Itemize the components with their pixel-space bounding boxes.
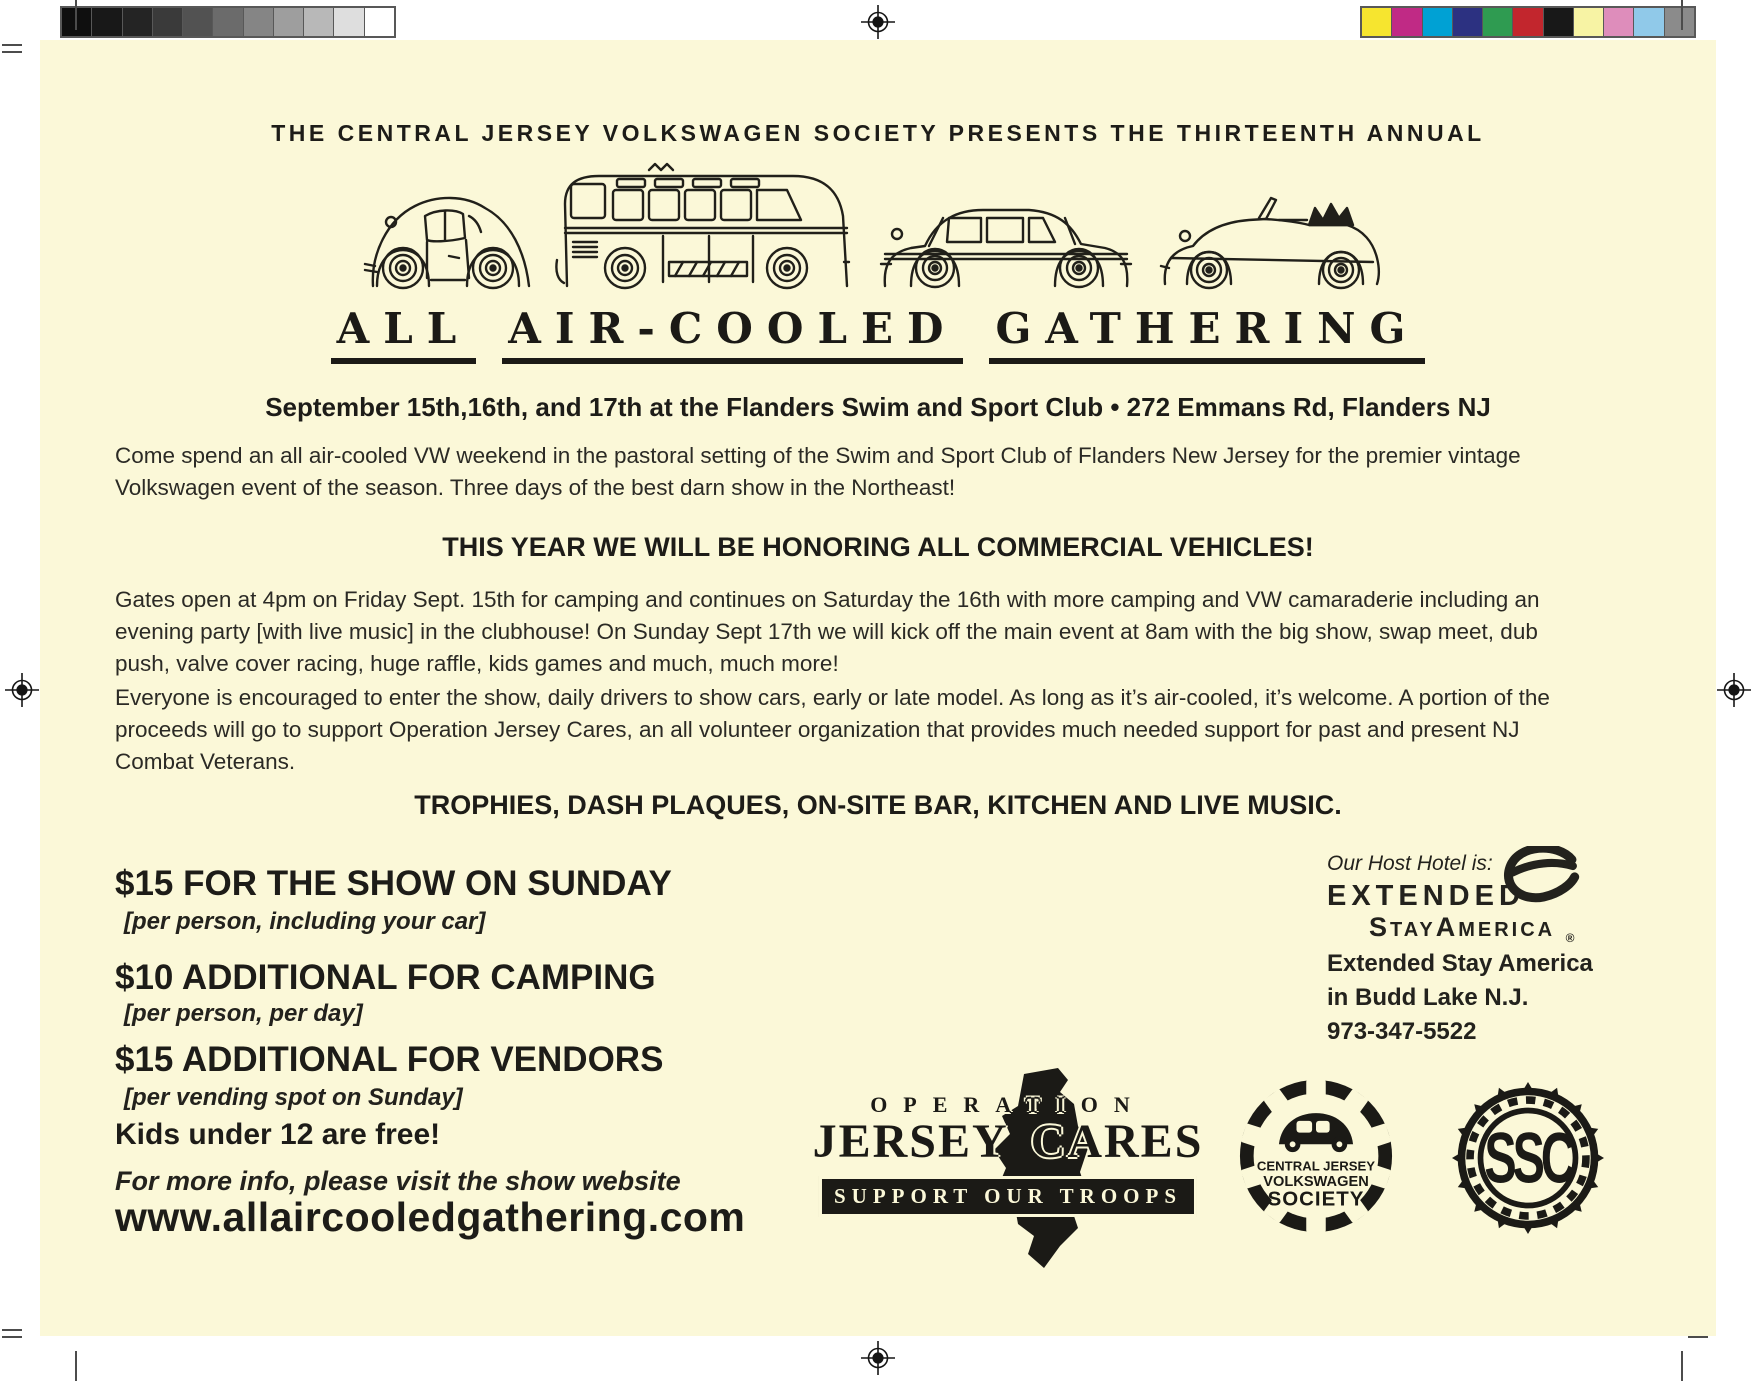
esa-wordmark-extended: EXTENDED bbox=[1327, 880, 1525, 912]
calibration-swatch bbox=[244, 8, 274, 36]
price-vendors-note: [per vending spot on Sunday] bbox=[124, 1084, 463, 1111]
crop-mark bbox=[2, 44, 22, 46]
calibration-swatch bbox=[123, 8, 153, 36]
cjvws-line1: CENTRAL JERSEY bbox=[1256, 1158, 1376, 1174]
title-word-aircooled: AIR-COOLED bbox=[502, 304, 963, 364]
ojc-word-operation: OPERATION bbox=[870, 1092, 1146, 1117]
extended-stay-e-swoosh-icon bbox=[1499, 846, 1583, 911]
host-hotel-block bbox=[1287, 850, 1647, 1060]
host-hotel-name: Extended Stay America bbox=[1327, 950, 1593, 977]
central-jersey-vw-society-logo bbox=[1238, 1078, 1394, 1239]
crop-mark bbox=[2, 1336, 22, 1338]
crop-mark bbox=[1688, 1336, 1708, 1338]
calibration-swatch bbox=[1665, 8, 1694, 36]
calibration-swatch bbox=[1392, 8, 1422, 36]
ssc-logo bbox=[1452, 1082, 1604, 1239]
calibration-swatch bbox=[213, 8, 243, 36]
color-calibration-bar bbox=[1360, 6, 1696, 38]
calibration-swatch bbox=[334, 8, 364, 36]
esa-wordmark-stayamerica bbox=[1369, 912, 1574, 945]
flyer bbox=[40, 40, 1716, 1336]
calibration-swatch bbox=[274, 8, 304, 36]
registration-target-icon bbox=[861, 5, 895, 39]
ssc-gear-icon bbox=[1452, 1082, 1604, 1234]
intro-paragraph: Come spend an all air-cooled VW weekend in the pastoral setting of the Swim and Sport Club of Flanders New Jersey for the premier vintage Volkswagen event of the season. Three days of the best darn show in the Northeast! bbox=[115, 443, 1521, 500]
vw-bus-icon bbox=[556, 164, 849, 288]
calibration-swatch bbox=[153, 8, 183, 36]
website-info-line: For more info, please visit the show website bbox=[115, 1166, 681, 1196]
calibration-swatch bbox=[1544, 8, 1574, 36]
schedule-paragraph: Gates open at 4pm on Friday Sept. 15th for camping and continues on Saturday the 16th with more camping and VW camaraderie including an evening party [with live music] in the clubhouse! On Sunday Sept 17th we will kick off the main event at 8am with the big show, swap meet, dub push, valve cover racing, huge raffle, kids games and much, much more! bbox=[115, 587, 1540, 676]
amenities-heading: TROPHIES, DASH PLAQUES, ON-SITE BAR, KITCHEN AND LIVE MUSIC. bbox=[414, 790, 1342, 820]
calibration-swatch bbox=[304, 8, 334, 36]
registration-target-icon bbox=[5, 673, 39, 707]
calibration-swatch bbox=[1574, 8, 1604, 36]
cjvws-line2: VOLKSWAGEN bbox=[1263, 1174, 1369, 1191]
title-word-gathering: GATHERING bbox=[989, 304, 1425, 364]
host-hotel-location: in Budd Lake N.J. bbox=[1327, 984, 1529, 1011]
price-show-note: [per person, including your car] bbox=[124, 908, 486, 935]
vehicle-lineup bbox=[363, 156, 1393, 306]
esa-tay: TAY bbox=[1390, 919, 1436, 941]
vw-beetle-icon bbox=[365, 198, 529, 288]
crop-mark bbox=[75, 1351, 77, 1381]
registration-target-icon bbox=[861, 1341, 895, 1375]
presents-line: THE CENTRAL JERSEY VOLKSWAGEN SOCIETY PRESENTS THE THIRTEENTH ANNUAL bbox=[271, 120, 1485, 146]
esa-s: S bbox=[1369, 912, 1391, 942]
price-show-title: $15 FOR THE SHOW ON SUNDAY bbox=[115, 864, 672, 903]
calibration-swatch bbox=[62, 8, 92, 36]
vw-type3-icon bbox=[881, 210, 1131, 287]
cjvws-line3: SOCIETY bbox=[1267, 1187, 1365, 1211]
price-camping-note: [per person, per day] bbox=[124, 1000, 363, 1027]
ojc-word-cares: CARES bbox=[1030, 1115, 1204, 1168]
operation-jersey-cares-logo bbox=[812, 1068, 1204, 1283]
event-title bbox=[40, 304, 1716, 364]
calibration-swatch bbox=[1634, 8, 1664, 36]
crop-mark bbox=[75, 0, 77, 30]
honoring-heading: THIS YEAR WE WILL BE HONORING ALL COMMERCIAL VEHICLES! bbox=[442, 532, 1314, 562]
kids-free-line: Kids under 12 are free! bbox=[115, 1118, 441, 1151]
price-camping-title: $10 ADDITIONAL FOR CAMPING bbox=[115, 958, 656, 997]
calibration-swatch bbox=[1362, 8, 1392, 36]
registration-target-icon bbox=[1717, 673, 1751, 707]
website-url: www.allaircooledgathering.com bbox=[115, 1194, 746, 1240]
calibration-swatch bbox=[92, 8, 122, 36]
community-paragraph: Everyone is encouraged to enter the show, daily drivers to show cars, early or late model. As long as it’s air-cooled, it’s welcome. A portion of the proceeds will go to support Operation Jersey Cares, an all volunteer organization that provides much needed support for past and present NJ Combat Veterans. bbox=[115, 685, 1550, 774]
calibration-swatch bbox=[183, 8, 213, 36]
crop-mark bbox=[1681, 0, 1683, 30]
price-vendors-title: $15 ADDITIONAL FOR VENDORS bbox=[115, 1040, 664, 1079]
grayscale-calibration-bar bbox=[60, 6, 396, 38]
calibration-swatch bbox=[1483, 8, 1513, 36]
calibration-swatch bbox=[1604, 8, 1634, 36]
crop-mark bbox=[2, 1329, 22, 1331]
esa-a: A bbox=[1435, 912, 1459, 942]
date-location-line: September 15th,16th, and 17th at the Flanders Swim and Sport Club • 272 Emmans Rd, Flanders NJ bbox=[265, 392, 1491, 422]
vw-karmann-ghia-icon bbox=[1161, 198, 1379, 288]
calibration-swatch bbox=[1423, 8, 1453, 36]
calibration-swatch bbox=[1513, 8, 1543, 36]
ojc-word-jersey: JERSEY bbox=[812, 1115, 1009, 1168]
crop-mark bbox=[2, 51, 22, 53]
ojc-banner: SUPPORT OUR TROOPS bbox=[819, 1176, 1197, 1217]
host-hotel-phone: 973-347-5522 bbox=[1327, 1018, 1477, 1045]
calibration-swatch bbox=[365, 8, 394, 36]
crop-mark bbox=[1681, 1351, 1683, 1381]
cjvws-gear-beetle-icon bbox=[1238, 1078, 1394, 1234]
title-word-all: ALL bbox=[331, 304, 477, 364]
registered-trademark-symbol: ® bbox=[1565, 931, 1575, 945]
calibration-swatch bbox=[1453, 8, 1483, 36]
host-hotel-intro: Our Host Hotel is: bbox=[1327, 852, 1493, 875]
esa-merica: MERICA bbox=[1458, 919, 1556, 941]
ssc-monogram: SSC bbox=[1484, 1118, 1572, 1198]
ojc-word-row bbox=[812, 1114, 1204, 1169]
